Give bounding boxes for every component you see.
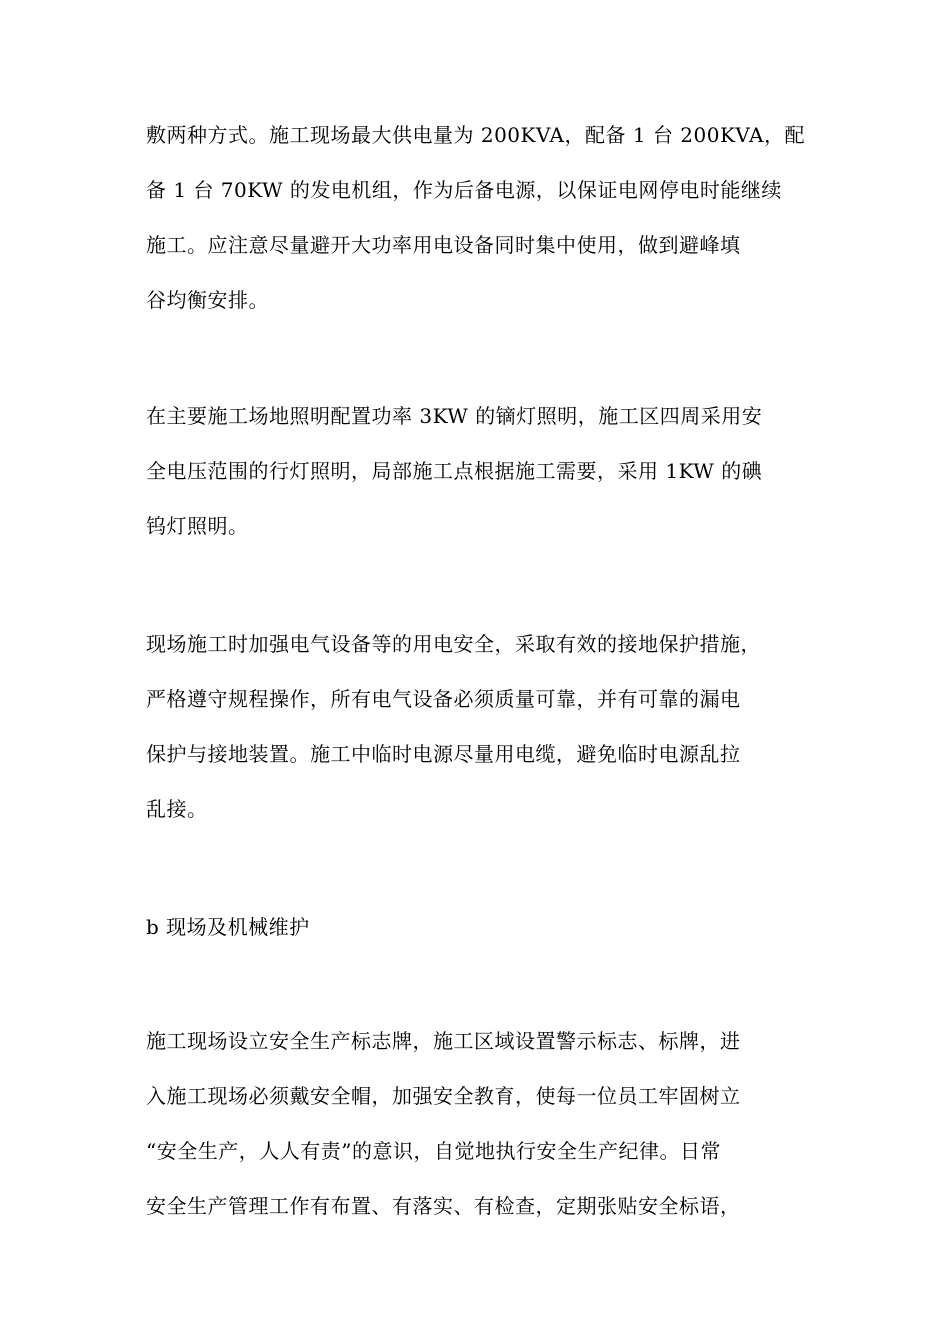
section-heading-text: b 现场及机械维护 xyxy=(146,915,310,939)
paragraph-site-safety xyxy=(146,1028,836,1220)
text-line: 严格遵守规程操作，所有电气设备必须质量可靠，并有可靠的漏电 xyxy=(146,687,741,711)
text-line: 钨灯照明。 xyxy=(146,514,249,538)
text-line: 谷均衡安排。 xyxy=(146,288,269,312)
text-line: 全电压范围的行灯照明，局部施工点根据施工需要，采用 1KW 的碘 xyxy=(146,459,763,483)
text-line: 安全生产管理工作有布置、有落实、有检查，定期张贴安全标语， xyxy=(146,1194,741,1218)
section-heading xyxy=(146,914,836,941)
text-line: 施工现场设立安全生产标志牌，施工区域设置警示标志、标牌，进 xyxy=(146,1029,741,1053)
paragraph-lighting xyxy=(146,403,836,540)
text-line: 在主要施工场地照明配置功率 3KW 的镝灯照明，施工区四周采用安 xyxy=(146,404,763,428)
text-line: 乱接。 xyxy=(146,797,208,821)
text-line: 敷两种方式。施工现场最大供电量为 200KVA，配备 1 台 200KVA，配 xyxy=(146,123,805,147)
text-line: 现场施工时加强电气设备等的用电安全，采取有效的接地保护措施， xyxy=(146,632,761,656)
paragraph-electrical-safety xyxy=(146,631,836,823)
text-line: 备 1 台 70KW 的发电机组，作为后备电源，以保证电网停电时能继续 xyxy=(146,178,782,202)
text-line: 入施工现场必须戴安全帽，加强安全教育，使每一位员工牢固树立 xyxy=(146,1084,741,1108)
text-line: 保护与接地装置。施工中临时电源尽量用电缆，避免临时电源乱拉 xyxy=(146,742,741,766)
text-line: “安全生产，人人有责”的意识，自觉地执行安全生产纪律。日常 xyxy=(146,1139,721,1163)
text-line: 施工。应注意尽量避开大功率用电设备同时集中使用，做到避峰填 xyxy=(146,233,741,257)
paragraph-power-supply xyxy=(146,122,836,314)
